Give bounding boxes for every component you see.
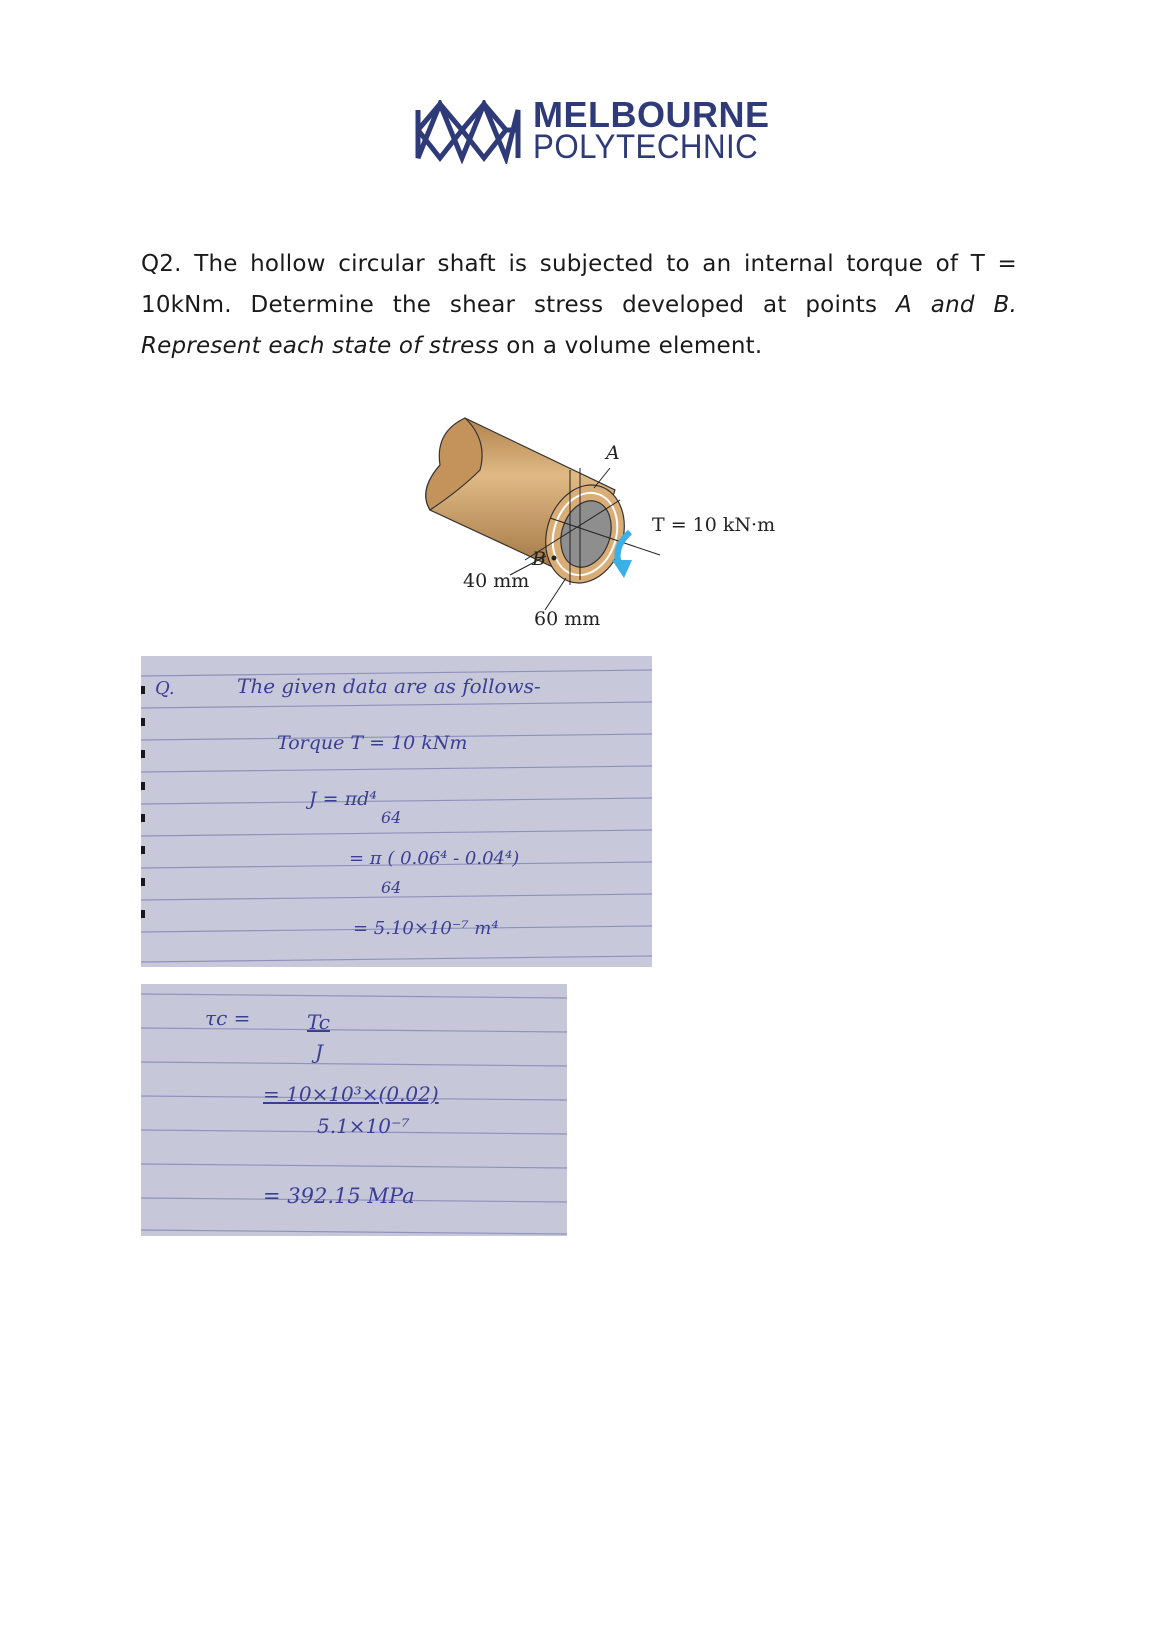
hw2-line-5: = 392.15 MPa <box>263 1184 415 1208</box>
hw-line-4: 64 <box>381 808 402 827</box>
hw2-line-2: J <box>315 1040 324 1064</box>
hw-line-3: J = πd⁴ <box>309 788 377 810</box>
question-italic: A and B. Represent each state of stress <box>141 292 1017 359</box>
question-text <box>141 244 1017 367</box>
hollow-shaft-figure <box>410 410 780 635</box>
label-inner-diameter: 40 mm <box>463 570 530 592</box>
question-prefix: Q2. The hollow circular shaft is subjected to an internal torque of T = 10kNm. Determine the shear stress developed at points <box>141 251 1017 318</box>
hw2-line-4: 5.1×10⁻⁷ <box>317 1114 410 1138</box>
melbourne-polytechnic-logo <box>415 94 770 168</box>
triple-diamond-truss-icon <box>415 100 521 164</box>
hw-line-2: Torque T = 10 kNm <box>277 732 468 754</box>
label-outer-diameter: 60 mm <box>534 608 601 630</box>
hw-line-1: The given data are as follows- <box>237 674 541 698</box>
handwritten-solution-photo-1 <box>141 656 652 967</box>
hw-line-0: Q. <box>155 678 175 699</box>
handwritten-solution-photo-2 <box>141 984 567 1236</box>
hw-line-5: = π ( 0.06⁴ - 0.04⁴) <box>349 848 520 869</box>
label-torque: T = 10 kN·m <box>652 514 776 536</box>
hw2-line-1: Tc <box>307 1010 330 1034</box>
label-point-a: A <box>606 442 620 464</box>
question-suffix: on a volume element. <box>498 333 763 359</box>
logo-line-2: POLYTECHNIC <box>533 128 759 166</box>
hw-line-6: 64 <box>381 878 402 897</box>
label-point-b: B <box>532 548 546 570</box>
hw2-line-3: = 10×10³×(0.02) <box>263 1082 439 1106</box>
hw-line-7: = 5.10×10⁻⁷ m⁴ <box>353 918 499 939</box>
logo-line-1: MELBOURNE <box>533 94 770 135</box>
hw2-line-0: τc = <box>205 1006 251 1030</box>
